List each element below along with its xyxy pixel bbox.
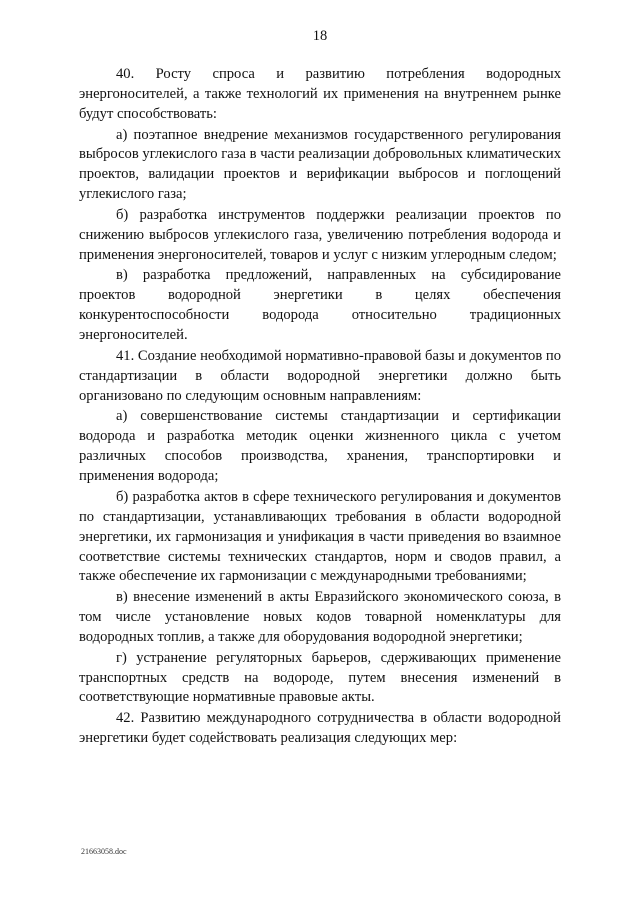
paragraph-40: 40. Росту спроса и развитию потребления водородных энергоносителей, а также технологий их применения на внутреннем рынке будут способствовать: [79, 66, 561, 122]
paragraph-41-v: в) внесение изменений в акты Евразийского экономического союза, в том числе установление новых кодов товарной номенклатуры для водородных топлив, а также для оборудования водородной энергетики; [79, 589, 561, 645]
page-number: 18 [312, 28, 328, 44]
paragraph-40-a: а) поэтапное внедрение механизмов государственного регулирования выбросов углекислого газа в части реализации добровольных климатических проектов, валидации проектов и верификации выбросов и поглощений углекислого газа; [79, 126, 561, 203]
paragraph-41: 41. Создание необходимой нормативно-правовой базы и документов по стандартизации в области водородной энергетики должно быть организовано по следующим основным направлениям: [79, 347, 561, 404]
paragraph-40-v: в) разработка предложений, направленных на субсидирование проектов водородной энергетики в целях обеспечения конкурентоспособности водорода относительно традиционных энергоносителей. [79, 267, 561, 344]
footer-file-code: 21663058.doc [81, 847, 127, 856]
paragraph-40-b: б) разработка инструментов поддержки реализации проектов по снижению выбросов углекислого газа, увеличению потребления водорода и применения энергоносителей, товаров и услуг с низким углеродным следом; [79, 206, 561, 263]
paragraph-41-b: б) разработка актов в сфере технического регулирования и документов по стандартизации, устанавливающих требования в области водородной энергетики, их гармонизация и унификация в части приведения во взаимное соответствие системы технических стандартов, норм и сводов правил, а также обеспечение их гармонизации с международными требованиями; [79, 488, 561, 585]
document-body [79, 65, 561, 750]
paragraph-41-a: а) совершенствование системы стандартизации и сертификации водорода и разработка методик оценки жизненного цикла с учетом различных способов производства, хранения, транспортировки и применения водорода; [79, 408, 561, 485]
paragraph-42: 42. Развитию международного сотрудничества в области водородной энергетики будет содействовать реализация следующих мер: [79, 710, 561, 747]
paragraph-41-g: г) устранение регуляторных барьеров, сдерживающих применение транспортных средств на водороде, путем внесения изменений в соответствующие нормативные правовые акты. [79, 649, 561, 706]
